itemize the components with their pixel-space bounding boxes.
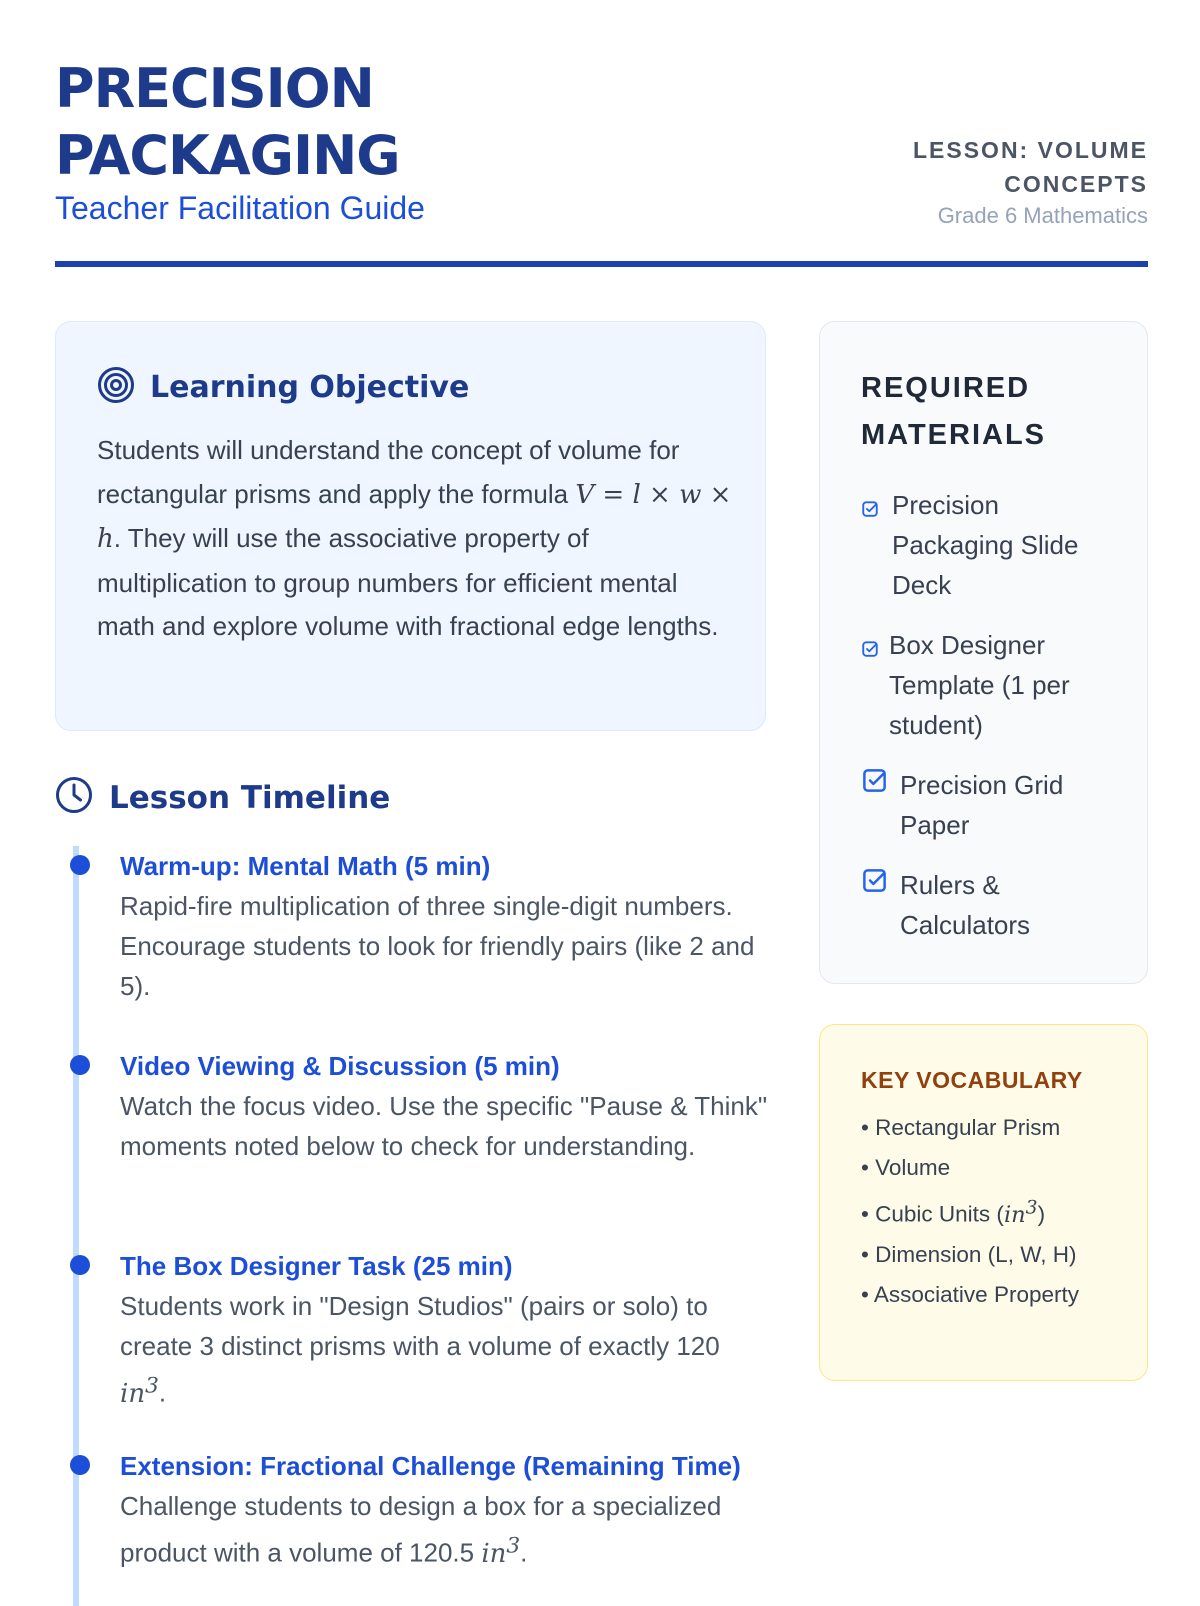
unit-exponent: 3	[145, 1373, 159, 1398]
materials-list	[861, 485, 1121, 965]
cubic-inch-unit	[481, 1533, 521, 1569]
timeline-item-title: The Box Designer Task (25 min)	[120, 1251, 513, 1281]
timeline-item-desc: Rapid-fire multiplication of three single-digit numbers. Encourage students to look for friendly pairs (like 2 and 5).	[120, 891, 755, 1001]
checkbox-icon	[861, 865, 888, 905]
timeline-dot	[70, 1255, 90, 1275]
unit-exponent: 3	[506, 1533, 521, 1558]
vocabulary-item: • Volume	[861, 1155, 951, 1180]
timeline-item	[120, 1446, 770, 1574]
vocabulary-item: • Associative Property	[861, 1281, 1079, 1307]
timeline-item	[120, 1046, 770, 1166]
vocabulary-list	[861, 1111, 1121, 1318]
unit-base: in	[120, 1378, 146, 1409]
page-title	[55, 55, 400, 189]
clock-icon	[55, 776, 93, 819]
unit-base: in	[481, 1538, 507, 1569]
required-materials-card	[819, 321, 1148, 984]
title-line-2: PACKAGING	[55, 124, 400, 187]
timeline-desc-tail: .	[520, 1537, 528, 1568]
lesson-label-line-2: CONCEPTS	[1004, 171, 1148, 197]
material-label: Rulers & Calculators	[900, 870, 1031, 940]
header-divider	[55, 261, 1148, 267]
timeline-desc-tail: .	[158, 1377, 167, 1408]
objective-text-part-2: . They will use the associative property of multiplication to group numbers for efficient mental math and explore volume with fractional edge lengths.	[97, 523, 719, 641]
page-subtitle: Teacher Facilitation Guide	[55, 190, 425, 226]
learning-objective-text	[97, 429, 737, 649]
cubic-inch-unit	[120, 1373, 159, 1409]
timeline-item-title: Warm-up: Mental Math (5 min)	[120, 851, 491, 881]
timeline-dot	[70, 1455, 90, 1475]
timeline-item-title: Extension: Fractional Challenge (Remaining Time)	[120, 1451, 741, 1481]
volume-formula: V = l × w × h	[97, 479, 732, 554]
material-item	[861, 625, 1121, 745]
target-icon	[97, 366, 135, 409]
grade-label: Grade 6 Mathematics	[937, 203, 1148, 228]
lesson-timeline-heading	[55, 776, 390, 819]
required-materials-title: REQUIRED MATERIALS	[861, 372, 1047, 451]
lesson-timeline-title: Lesson Timeline	[109, 779, 391, 816]
timeline-item	[120, 846, 770, 1006]
timeline-item-desc	[120, 1286, 770, 1414]
learning-objective-heading	[97, 366, 469, 409]
material-item	[861, 485, 1121, 605]
vocabulary-item: • Dimension (L, W, H)	[861, 1241, 1077, 1267]
timeline-item-desc	[120, 1486, 770, 1574]
learning-objective-card	[55, 321, 766, 731]
timeline-item-title: Video Viewing & Discussion (5 min)	[120, 1051, 560, 1081]
material-label: Precision Packaging Slide Deck	[892, 490, 1079, 600]
objective-text-part-1: Students will understand the concept of volume for rectangular prisms and apply the formula	[97, 435, 680, 509]
lesson-label	[828, 133, 1148, 201]
cubic-inch-unit: $in^3$	[1003, 1197, 1038, 1228]
material-item	[861, 765, 1121, 845]
timeline-item-desc: Watch the focus video. Use the specific "Pause & Think" moments noted below to check for understanding.	[120, 1091, 768, 1161]
timeline-desc-text: Challenge students to design a box for a specialized product with a volume of 120.5	[120, 1491, 722, 1568]
key-vocabulary-title: KEY VOCABULARY	[861, 1067, 1083, 1093]
page-header	[55, 55, 1148, 265]
material-item	[861, 865, 1121, 945]
checkbox-icon	[861, 489, 879, 529]
checkbox-icon	[861, 629, 879, 669]
title-line-1: PRECISION	[55, 57, 374, 120]
lesson-label-line-1: LESSON: VOLUME	[912, 137, 1148, 163]
material-label: Box Designer Template (1 per student)	[889, 630, 1070, 740]
learning-objective-title: Learning Objective	[150, 370, 470, 405]
key-vocabulary-card	[819, 1024, 1148, 1381]
timeline-dot	[70, 855, 90, 875]
material-label: Precision Grid Paper	[900, 770, 1064, 840]
vocabulary-item: • Rectangular Prism	[861, 1115, 1061, 1140]
timeline-item	[120, 1246, 770, 1414]
timeline-desc-text: Students work in "Design Studios" (pairs or solo) to create 3 distinct prisms with a volume of exactly 120	[120, 1291, 720, 1361]
timeline-line	[73, 846, 79, 1606]
timeline-dot	[70, 1055, 90, 1075]
checkbox-icon	[861, 765, 888, 805]
vocabulary-item: • Cubic Units $(in^3)$	[861, 1197, 1046, 1228]
